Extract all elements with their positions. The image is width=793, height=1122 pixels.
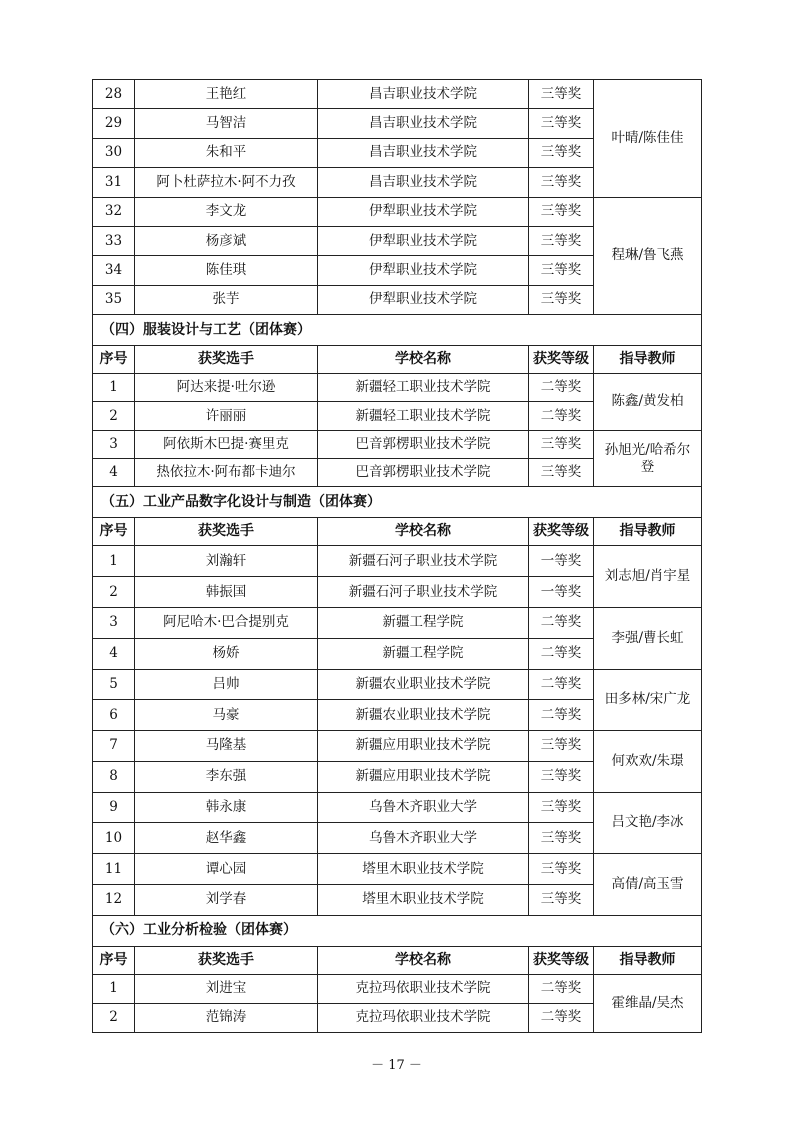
header-no: 序号: [93, 346, 135, 374]
cell-level: 三等奖: [529, 285, 594, 314]
cell-level: 二等奖: [529, 374, 594, 402]
cell-no: 1: [93, 974, 135, 1003]
cell-no: 6: [93, 700, 135, 731]
header-school: 学校名称: [318, 946, 529, 974]
header-level: 获奖等级: [529, 518, 594, 546]
cell-teacher: 何欢欢/朱璟: [594, 731, 702, 793]
cell-winner: 刘学春: [135, 885, 318, 916]
cell-school: 新疆农业职业技术学院: [318, 700, 529, 731]
table-row: [93, 374, 702, 402]
cell-no: 2: [93, 402, 135, 430]
table-row: [93, 546, 702, 577]
cell-teacher: 程琳/鲁飞燕: [594, 197, 702, 315]
cell-no: 33: [93, 226, 135, 255]
cell-no: 1: [93, 374, 135, 402]
cell-level: 三等奖: [529, 256, 594, 285]
cell-winner: 李文龙: [135, 197, 318, 226]
table-row: [93, 669, 702, 700]
cell-level: 三等奖: [529, 823, 594, 854]
cell-teacher: 孙旭光/哈希尔登: [594, 430, 702, 487]
cell-school: 巴音郭楞职业技术学院: [318, 459, 529, 487]
cell-level: 三等奖: [529, 80, 594, 109]
cell-level: 二等奖: [529, 700, 594, 731]
award-table: [92, 79, 702, 1033]
cell-winner: 谭心园: [135, 854, 318, 885]
cell-level: 三等奖: [529, 854, 594, 885]
cell-winner: 阿达来提·吐尔逊: [135, 374, 318, 402]
cell-level: 三等奖: [529, 731, 594, 762]
cell-no: 2: [93, 577, 135, 608]
cell-winner: 赵华鑫: [135, 823, 318, 854]
cell-no: 4: [93, 459, 135, 487]
cell-no: 29: [93, 109, 135, 138]
cell-winner: 范锦涛: [135, 1003, 318, 1032]
cell-teacher: 陈鑫/黄发柏: [594, 374, 702, 431]
table-row: [93, 792, 702, 823]
cell-school: 新疆轻工职业技术学院: [318, 374, 529, 402]
cell-school: 新疆工程学院: [318, 607, 529, 638]
cell-no: 1: [93, 546, 135, 577]
cell-school: 塔里木职业技术学院: [318, 885, 529, 916]
section-title: （五）工业产品数字化设计与制造（团体赛）: [93, 487, 702, 518]
cell-winner: 热依拉木·阿布都卡迪尔: [135, 459, 318, 487]
cell-school: 昌吉职业技术学院: [318, 109, 529, 138]
cell-level: 三等奖: [529, 792, 594, 823]
cell-no: 9: [93, 792, 135, 823]
cell-level: 二等奖: [529, 607, 594, 638]
section-title-row: [93, 315, 702, 346]
cell-no: 32: [93, 197, 135, 226]
table-row: [93, 854, 702, 885]
cell-winner: 吕帅: [135, 669, 318, 700]
cell-no: 5: [93, 669, 135, 700]
cell-no: 34: [93, 256, 135, 285]
cell-level: 二等奖: [529, 638, 594, 669]
cell-school: 伊犁职业技术学院: [318, 197, 529, 226]
header-no: 序号: [93, 518, 135, 546]
cell-school: 伊犁职业技术学院: [318, 285, 529, 314]
cell-winner: 韩永康: [135, 792, 318, 823]
cell-teacher: 李强/曹长虹: [594, 607, 702, 669]
cell-winner: 马智洁: [135, 109, 318, 138]
cell-school: 新疆应用职业技术学院: [318, 731, 529, 762]
cell-no: 2: [93, 1003, 135, 1032]
cell-level: 三等奖: [529, 885, 594, 916]
cell-school: 伊犁职业技术学院: [318, 256, 529, 285]
cell-winner: 韩振国: [135, 577, 318, 608]
cell-school: 新疆石河子职业技术学院: [318, 546, 529, 577]
table-row: [93, 974, 702, 1003]
cell-school: 昌吉职业技术学院: [318, 138, 529, 167]
cell-level: 二等奖: [529, 402, 594, 430]
header-school: 学校名称: [318, 518, 529, 546]
table-row: [93, 80, 702, 109]
header-school: 学校名称: [318, 346, 529, 374]
cell-level: 三等奖: [529, 197, 594, 226]
cell-winner: 刘瀚轩: [135, 546, 318, 577]
header-level: 获奖等级: [529, 346, 594, 374]
cell-no: 10: [93, 823, 135, 854]
cell-no: 30: [93, 138, 135, 167]
table-row: [93, 731, 702, 762]
cell-winner: 许丽丽: [135, 402, 318, 430]
cell-no: 3: [93, 430, 135, 458]
cell-school: 巴音郭楞职业技术学院: [318, 430, 529, 458]
cell-winner: 阿卜杜萨拉木·阿不力孜: [135, 168, 318, 197]
cell-winner: 刘进宝: [135, 974, 318, 1003]
cell-winner: 杨娇: [135, 638, 318, 669]
cell-school: 克拉玛依职业技术学院: [318, 974, 529, 1003]
header-winner: 获奖选手: [135, 518, 318, 546]
header-level: 获奖等级: [529, 946, 594, 974]
cell-level: 一等奖: [529, 577, 594, 608]
cell-school: 乌鲁木齐职业大学: [318, 823, 529, 854]
section-title: （六）工业分析检验（团体赛）: [93, 915, 702, 946]
cell-level: 一等奖: [529, 546, 594, 577]
award-document: [92, 79, 701, 1033]
cell-teacher: 吕文艳/李冰: [594, 792, 702, 854]
cell-winner: 杨彦斌: [135, 226, 318, 255]
cell-school: 昌吉职业技术学院: [318, 80, 529, 109]
cell-teacher: 叶晴/陈佳佳: [594, 80, 702, 198]
section-title-row: [93, 487, 702, 518]
table-row: [93, 197, 702, 226]
cell-level: 三等奖: [529, 138, 594, 167]
cell-level: 三等奖: [529, 168, 594, 197]
cell-level: 三等奖: [529, 459, 594, 487]
award-table-body: [93, 80, 702, 1033]
header-row: [93, 946, 702, 974]
cell-no: 4: [93, 638, 135, 669]
cell-school: 新疆工程学院: [318, 638, 529, 669]
cell-no: 3: [93, 607, 135, 638]
cell-teacher: 刘志旭/肖宇星: [594, 546, 702, 608]
cell-winner: 张芋: [135, 285, 318, 314]
cell-school: 昌吉职业技术学院: [318, 168, 529, 197]
cell-school: 新疆轻工职业技术学院: [318, 402, 529, 430]
cell-school: 新疆农业职业技术学院: [318, 669, 529, 700]
cell-school: 克拉玛依职业技术学院: [318, 1003, 529, 1032]
cell-teacher: 高倩/高玉雪: [594, 854, 702, 916]
cell-winner: 马隆基: [135, 731, 318, 762]
cell-no: 11: [93, 854, 135, 885]
section-title: （四）服装设计与工艺（团体赛）: [93, 315, 702, 346]
cell-level: 二等奖: [529, 1003, 594, 1032]
cell-school: 新疆石河子职业技术学院: [318, 577, 529, 608]
cell-level: 二等奖: [529, 669, 594, 700]
header-teacher: 指导教师: [594, 946, 702, 974]
cell-level: 二等奖: [529, 974, 594, 1003]
page-number: － 17 －: [371, 1058, 422, 1073]
cell-level: 三等奖: [529, 226, 594, 255]
cell-no: 7: [93, 731, 135, 762]
cell-winner: 王艳红: [135, 80, 318, 109]
section-title-row: [93, 915, 702, 946]
cell-level: 三等奖: [529, 761, 594, 792]
cell-school: 塔里木职业技术学院: [318, 854, 529, 885]
header-teacher: 指导教师: [594, 518, 702, 546]
cell-winner: 陈佳琪: [135, 256, 318, 285]
header-teacher: 指导教师: [594, 346, 702, 374]
cell-no: 31: [93, 168, 135, 197]
cell-winner: 朱和平: [135, 138, 318, 167]
cell-winner: 阿依斯木巴提·赛里克: [135, 430, 318, 458]
table-row: [93, 607, 702, 638]
cell-no: 28: [93, 80, 135, 109]
cell-winner: 马豪: [135, 700, 318, 731]
cell-winner: 李东强: [135, 761, 318, 792]
header-winner: 获奖选手: [135, 346, 318, 374]
cell-no: 35: [93, 285, 135, 314]
cell-school: 乌鲁木齐职业大学: [318, 792, 529, 823]
cell-teacher: 霍维晶/吴杰: [594, 974, 702, 1032]
cell-no: 12: [93, 885, 135, 916]
header-winner: 获奖选手: [135, 946, 318, 974]
cell-school: 新疆应用职业技术学院: [318, 761, 529, 792]
header-row: [93, 346, 702, 374]
cell-level: 三等奖: [529, 430, 594, 458]
cell-level: 三等奖: [529, 109, 594, 138]
header-no: 序号: [93, 946, 135, 974]
header-row: [93, 518, 702, 546]
table-row: [93, 430, 702, 458]
cell-teacher: 田多林/宋广龙: [594, 669, 702, 731]
cell-no: 8: [93, 761, 135, 792]
cell-winner: 阿尼哈木·巴合提别克: [135, 607, 318, 638]
cell-school: 伊犁职业技术学院: [318, 226, 529, 255]
